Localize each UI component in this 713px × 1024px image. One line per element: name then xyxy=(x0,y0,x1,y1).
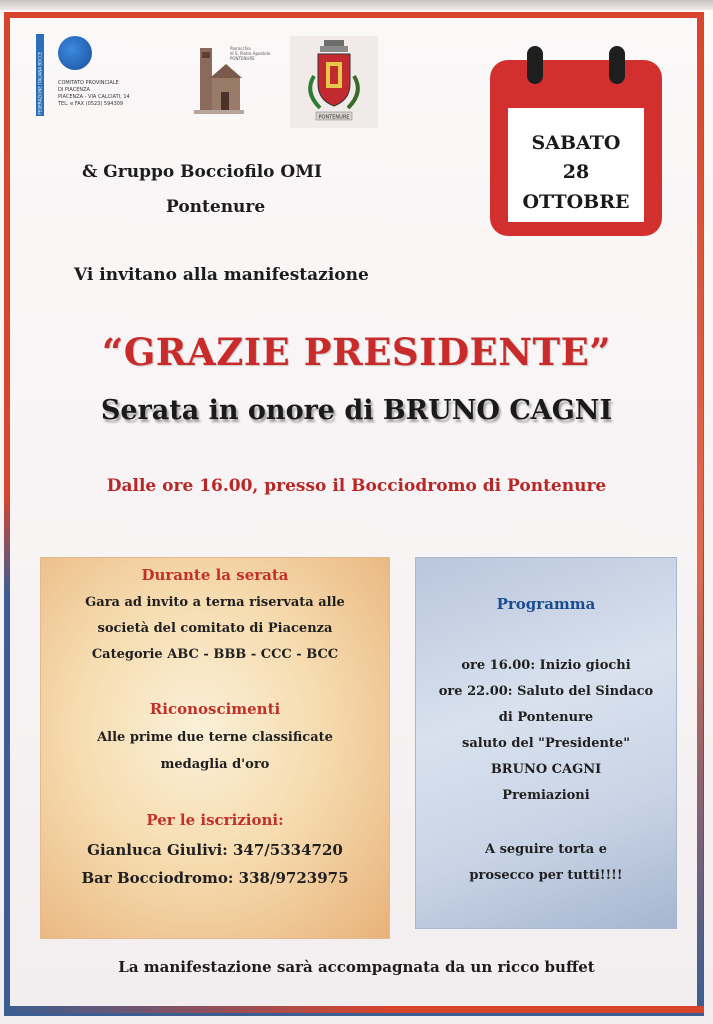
section-heading: Durante la serata xyxy=(141,566,289,584)
event-title: “GRAZIE PRESIDENTE” xyxy=(101,330,612,374)
federation-logo-bar xyxy=(36,34,44,116)
program-line: Premiazioni xyxy=(502,788,590,803)
top-edge-shadow xyxy=(0,0,713,10)
program-line: di Pontenure xyxy=(498,710,594,725)
calendar-date xyxy=(486,46,666,238)
program-line: prosecco per tutti!!!! xyxy=(469,868,623,883)
parish-line: Parrocchia xyxy=(230,46,251,51)
poster-border-right xyxy=(697,12,703,1012)
program-heading: Programma xyxy=(496,595,596,613)
federation-logo xyxy=(36,34,136,120)
comune-ribbon: PONTENURE xyxy=(318,114,350,121)
federation-address xyxy=(58,80,130,108)
detail-line: Alle prime due terne classificate xyxy=(97,730,333,745)
program-box xyxy=(415,557,677,929)
parish-logo xyxy=(190,38,271,120)
parish-line: di S. Pietro Apostolo xyxy=(230,51,271,56)
federation-line: DI PIACENZA xyxy=(58,87,90,93)
event-subtitle: Serata in onore di BRUNO CAGNI xyxy=(100,395,613,426)
detail-line: Categorie ABC - BBB - CCC - BCC xyxy=(91,647,339,662)
contact-phone: Gianluca Giulivi: 347/5334720 xyxy=(87,841,343,859)
organizer-line: & Gruppo Bocciofilo OMI xyxy=(82,162,322,182)
calendar-month: OTTOBRE xyxy=(522,191,630,213)
section-heading: Per le iscrizioni: xyxy=(146,811,284,829)
program-line: A seguire torta e xyxy=(484,842,608,857)
section-heading: Riconoscimenti xyxy=(149,700,281,718)
poster-border-bottom xyxy=(4,1006,704,1013)
contact-phone: Bar Bocciodromo: 338/9723975 xyxy=(81,869,349,887)
federation-line: COMITATO PROVINCIALE xyxy=(58,80,119,86)
invitation-text: Vi invitano alla manifestazione xyxy=(74,265,369,285)
calendar-day: 28 xyxy=(562,161,590,183)
parish-line: PONTENURE xyxy=(230,56,255,61)
coat-of-arms-icon xyxy=(290,36,378,128)
comune-logo xyxy=(290,36,378,128)
parish-caption xyxy=(230,46,270,61)
program-line: ore 16.00: Inizio giochi xyxy=(461,658,631,673)
evening-details-box xyxy=(40,557,390,939)
program-line: ore 22.00: Saluto del Sindaco xyxy=(438,684,654,699)
organizer-town: Pontenure xyxy=(166,197,266,217)
federation-line: TEL. e FAX (0523) 594309 xyxy=(58,101,123,107)
event-time-place: Dalle ore 16.00, presso il Bocciodromo di Pontenure xyxy=(106,476,607,496)
footer-note: La manifestazione sarà accompagnata da un ricco buffet xyxy=(118,958,595,976)
calendar-icon xyxy=(486,46,666,238)
federation-emblem-icon xyxy=(58,36,92,70)
federation-line: PIACENZA - VIA CALCIATI, 14 xyxy=(58,94,130,100)
program-line: BRUNO CAGNI xyxy=(490,762,602,777)
program-line: saluto del "Presidente" xyxy=(462,736,630,751)
detail-line: medaglia d'oro xyxy=(160,757,270,772)
federation-side-text: FEDERAZIONE ITALIANA BOCCE xyxy=(37,51,43,115)
calendar-day-name: SABATO xyxy=(531,132,621,154)
detail-line: Gara ad invito a terna riservata alle xyxy=(85,595,345,610)
detail-line: società del comitato di Piacenza xyxy=(97,621,333,636)
